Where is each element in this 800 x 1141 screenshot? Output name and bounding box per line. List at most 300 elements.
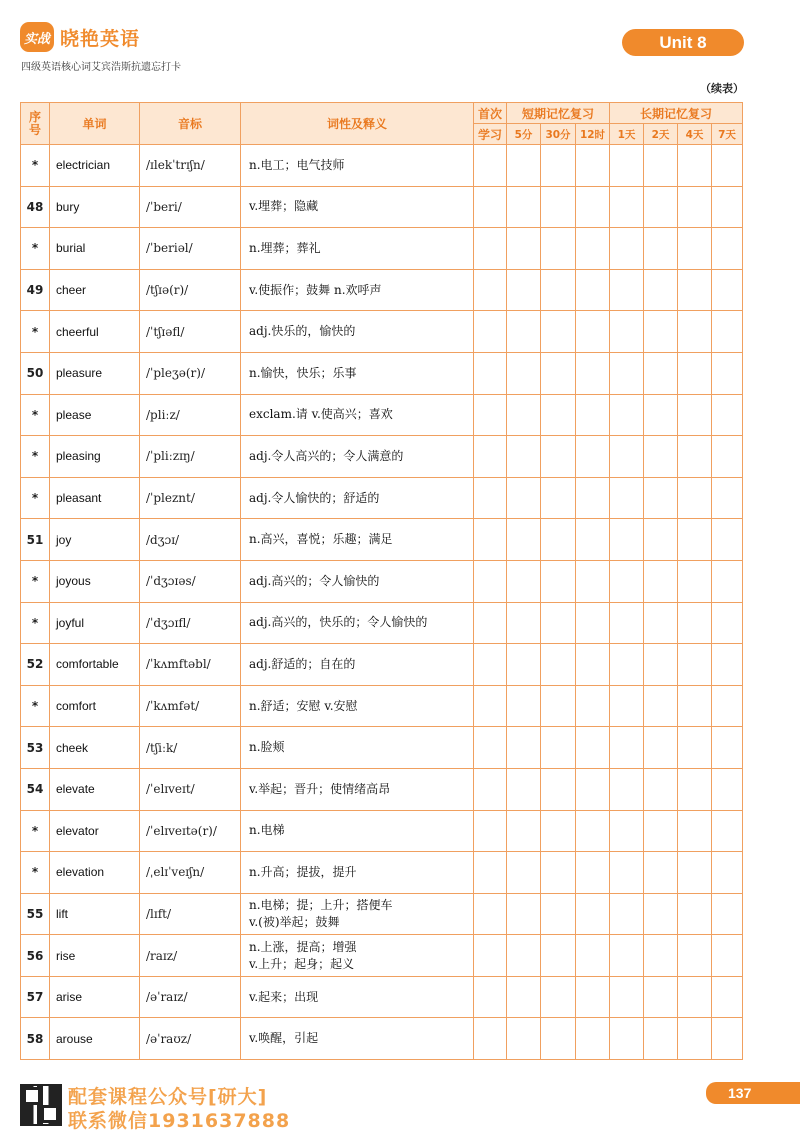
meaning-line: exclam.请 v.使高兴；喜欢	[249, 407, 393, 422]
checkin-cell[interactable]	[644, 436, 678, 478]
checkin-cell[interactable]	[541, 352, 576, 394]
checkin-cell[interactable]	[644, 394, 678, 436]
row-meaning	[241, 186, 474, 228]
row-phonetic: /ˈberiəl/	[140, 228, 241, 270]
checkin-cell[interactable]	[474, 519, 507, 561]
checkin-cell[interactable]	[507, 602, 541, 644]
checkin-cell[interactable]	[712, 644, 743, 686]
checkin-cell[interactable]	[610, 935, 644, 977]
meaning-line: adj.高兴的；令人愉快的	[249, 573, 380, 588]
checkin-cell[interactable]	[507, 685, 541, 727]
meaning-line: n.脸颊	[249, 740, 285, 755]
checkin-cell[interactable]	[541, 311, 576, 353]
checkin-cell[interactable]	[507, 976, 541, 1018]
checkin-cell[interactable]	[474, 727, 507, 769]
row-meaning	[241, 352, 474, 394]
checkin-cell[interactable]	[678, 145, 712, 187]
row-index: *	[21, 394, 50, 436]
row-phonetic: /ˈelɪveɪt/	[140, 768, 241, 810]
checkin-cell[interactable]	[678, 727, 712, 769]
vocab-row	[21, 477, 743, 519]
row-meaning	[241, 602, 474, 644]
checkin-cell[interactable]	[576, 685, 610, 727]
checkin-cell[interactable]	[541, 893, 576, 935]
row-phonetic: /tʃɪə(r)/	[140, 269, 241, 311]
row-word: please	[50, 394, 140, 436]
meaning-line: v.使振作；鼓舞 n.欢呼声	[249, 282, 382, 297]
checkin-cell[interactable]	[610, 436, 644, 478]
checkin-cell[interactable]	[610, 269, 644, 311]
checkin-cell[interactable]	[541, 976, 576, 1018]
checkin-cell[interactable]	[507, 394, 541, 436]
row-phonetic: /pliːz/	[140, 394, 241, 436]
checkin-cell[interactable]	[712, 394, 743, 436]
checkin-cell[interactable]	[474, 810, 507, 852]
checkin-cell[interactable]	[644, 519, 678, 561]
checkin-cell[interactable]	[644, 852, 678, 894]
vocab-row	[21, 436, 743, 478]
header-short-col: 30分	[541, 124, 576, 145]
checkin-cell[interactable]	[712, 602, 743, 644]
header-first-study-top: 首次	[474, 103, 507, 124]
checkin-cell[interactable]	[474, 352, 507, 394]
row-index: *	[21, 602, 50, 644]
header-long-col: 7天	[712, 124, 743, 145]
checkin-cell[interactable]	[474, 228, 507, 270]
checkin-cell[interactable]	[507, 768, 541, 810]
checkin-cell[interactable]	[576, 976, 610, 1018]
checkin-cell[interactable]	[644, 727, 678, 769]
meaning-line: n.电工；电气技师	[249, 157, 345, 172]
checkin-cell[interactable]	[474, 145, 507, 187]
checkin-cell[interactable]	[678, 810, 712, 852]
header-index: 序号	[21, 103, 50, 145]
checkin-cell[interactable]	[712, 352, 743, 394]
row-index: 52	[21, 644, 50, 686]
header-short-col: 5分	[507, 124, 541, 145]
meaning-line: v.埋葬；隐藏	[249, 199, 319, 214]
checkin-cell[interactable]	[474, 269, 507, 311]
checkin-cell[interactable]	[644, 352, 678, 394]
brand	[20, 22, 140, 52]
checkin-cell[interactable]	[610, 519, 644, 561]
checkin-cell[interactable]	[507, 477, 541, 519]
checkin-cell[interactable]	[474, 935, 507, 977]
header-short-term: 短期记忆复习	[507, 103, 610, 124]
checkin-cell[interactable]	[474, 436, 507, 478]
checkin-cell[interactable]	[507, 644, 541, 686]
row-index: 49	[21, 269, 50, 311]
checkin-cell[interactable]	[678, 560, 712, 602]
checkin-cell[interactable]	[712, 311, 743, 353]
vocab-body	[21, 145, 743, 1060]
checkin-cell[interactable]	[678, 394, 712, 436]
checkin-cell[interactable]	[712, 477, 743, 519]
checkin-cell[interactable]	[541, 145, 576, 187]
checkin-cell[interactable]	[644, 976, 678, 1018]
row-phonetic: /lɪft/	[140, 893, 241, 935]
row-meaning	[241, 311, 474, 353]
checkin-cell[interactable]	[610, 976, 644, 1018]
vocab-row	[21, 685, 743, 727]
checkin-cell[interactable]	[712, 1018, 743, 1060]
row-word: cheer	[50, 269, 140, 311]
row-word: joyous	[50, 560, 140, 602]
checkin-cell[interactable]	[576, 768, 610, 810]
checkin-cell[interactable]	[576, 477, 610, 519]
checkin-cell[interactable]	[712, 935, 743, 977]
checkin-cell[interactable]	[712, 852, 743, 894]
row-meaning	[241, 976, 474, 1018]
checkin-cell[interactable]	[576, 560, 610, 602]
checkin-cell[interactable]	[576, 810, 610, 852]
row-meaning	[241, 852, 474, 894]
checkin-cell[interactable]	[610, 145, 644, 187]
checkin-cell[interactable]	[610, 186, 644, 228]
row-meaning	[241, 768, 474, 810]
checkin-cell[interactable]	[576, 311, 610, 353]
vocab-row	[21, 228, 743, 270]
checkin-cell[interactable]	[576, 852, 610, 894]
vocab-row	[21, 352, 743, 394]
row-phonetic: /ˈdʒɔɪfl/	[140, 602, 241, 644]
checkin-cell[interactable]	[541, 768, 576, 810]
row-index: *	[21, 852, 50, 894]
checkin-cell[interactable]	[541, 269, 576, 311]
checkin-cell[interactable]	[712, 186, 743, 228]
checkin-cell[interactable]	[712, 436, 743, 478]
vocab-row	[21, 269, 743, 311]
checkin-cell[interactable]	[474, 852, 507, 894]
checkin-cell[interactable]	[644, 186, 678, 228]
checkin-cell[interactable]	[541, 560, 576, 602]
checkin-cell[interactable]	[678, 228, 712, 270]
header-word: 单词	[50, 103, 140, 145]
row-word: rise	[50, 935, 140, 977]
checkin-cell[interactable]	[678, 477, 712, 519]
row-meaning	[241, 560, 474, 602]
checkin-cell[interactable]	[541, 519, 576, 561]
checkin-cell[interactable]	[541, 394, 576, 436]
checkin-cell[interactable]	[610, 394, 644, 436]
checkin-cell[interactable]	[712, 893, 743, 935]
checkin-cell[interactable]	[644, 810, 678, 852]
row-index: 53	[21, 727, 50, 769]
checkin-cell[interactable]	[541, 1018, 576, 1060]
checkin-cell[interactable]	[507, 893, 541, 935]
row-meaning	[241, 228, 474, 270]
meaning-line: v.(被)举起；鼓舞	[249, 914, 340, 929]
header-long-col: 1天	[610, 124, 644, 145]
row-word: arouse	[50, 1018, 140, 1060]
promo-line-2: 联系微信1931637888	[68, 1110, 291, 1132]
row-phonetic: /ˈtʃɪəfl/	[140, 311, 241, 353]
checkin-cell[interactable]	[474, 685, 507, 727]
checkin-cell[interactable]	[610, 810, 644, 852]
checkin-cell[interactable]	[541, 186, 576, 228]
checkin-cell[interactable]	[507, 145, 541, 187]
checkin-cell[interactable]	[644, 768, 678, 810]
checkin-cell[interactable]	[541, 727, 576, 769]
promo-line-1: 配套课程公众号[研大]	[68, 1086, 268, 1108]
checkin-cell[interactable]	[678, 976, 712, 1018]
checkin-cell[interactable]	[644, 1018, 678, 1060]
vocab-row	[21, 976, 743, 1018]
checkin-cell[interactable]	[712, 519, 743, 561]
checkin-cell[interactable]	[678, 602, 712, 644]
row-word: joyful	[50, 602, 140, 644]
row-index: 50	[21, 352, 50, 394]
checkin-cell[interactable]	[507, 727, 541, 769]
row-word: joy	[50, 519, 140, 561]
checkin-cell[interactable]	[507, 311, 541, 353]
checkin-cell[interactable]	[610, 893, 644, 935]
checkin-cell[interactable]	[644, 311, 678, 353]
checkin-cell[interactable]	[576, 394, 610, 436]
meaning-line: n.愉快，快乐；乐事	[249, 365, 357, 380]
checkin-cell[interactable]	[541, 852, 576, 894]
checkin-cell[interactable]	[712, 145, 743, 187]
checkin-cell[interactable]	[610, 685, 644, 727]
checkin-cell[interactable]	[678, 436, 712, 478]
checkin-cell[interactable]	[712, 810, 743, 852]
checkin-cell[interactable]	[474, 893, 507, 935]
checkin-cell[interactable]	[576, 352, 610, 394]
checkin-cell[interactable]	[712, 560, 743, 602]
checkin-cell[interactable]	[507, 352, 541, 394]
row-word: elevate	[50, 768, 140, 810]
meaning-line: n.埋葬；葬礼	[249, 240, 321, 255]
checkin-cell[interactable]	[712, 269, 743, 311]
checkin-cell[interactable]	[576, 519, 610, 561]
checkin-cell[interactable]	[474, 311, 507, 353]
brand-name: 晓艳英语	[60, 27, 141, 50]
checkin-cell[interactable]	[541, 685, 576, 727]
header-phonetic: 音标	[140, 103, 241, 145]
checkin-cell[interactable]	[576, 269, 610, 311]
checkin-cell[interactable]	[576, 228, 610, 270]
checkin-cell[interactable]	[474, 602, 507, 644]
checkin-cell[interactable]	[610, 1018, 644, 1060]
checkin-cell[interactable]	[576, 602, 610, 644]
row-word: pleasure	[50, 352, 140, 394]
checkin-cell[interactable]	[507, 269, 541, 311]
row-index: 55	[21, 893, 50, 935]
checkin-cell[interactable]	[474, 394, 507, 436]
checkin-cell[interactable]	[610, 560, 644, 602]
checkin-cell[interactable]	[644, 685, 678, 727]
row-word: cheerful	[50, 311, 140, 353]
row-word: pleasant	[50, 477, 140, 519]
row-phonetic: /ˈberi/	[140, 186, 241, 228]
row-index: 48	[21, 186, 50, 228]
row-phonetic: /ɪlekˈtrɪʃn/	[140, 145, 241, 187]
checkin-cell[interactable]	[644, 644, 678, 686]
checkin-cell[interactable]	[644, 269, 678, 311]
checkin-cell[interactable]	[678, 311, 712, 353]
row-meaning	[241, 810, 474, 852]
header-long-col: 4天	[678, 124, 712, 145]
meaning-line: v.举起；晋升；使情绪高昂	[249, 781, 391, 796]
checkin-cell[interactable]	[507, 436, 541, 478]
checkin-cell[interactable]	[678, 768, 712, 810]
vocab-row	[21, 311, 743, 353]
checkin-cell[interactable]	[712, 228, 743, 270]
checkin-cell[interactable]	[712, 768, 743, 810]
row-index: *	[21, 311, 50, 353]
checkin-cell[interactable]	[507, 935, 541, 977]
checkin-cell[interactable]	[610, 352, 644, 394]
checkin-cell[interactable]	[610, 768, 644, 810]
meaning-line: v.唤醒，引起	[249, 1031, 319, 1046]
vocab-row	[21, 394, 743, 436]
checkin-cell[interactable]	[576, 1018, 610, 1060]
vocab-row	[21, 644, 743, 686]
checkin-cell[interactable]	[507, 1018, 541, 1060]
checkin-cell[interactable]	[541, 935, 576, 977]
checkin-cell[interactable]	[610, 228, 644, 270]
checkin-cell[interactable]	[678, 1018, 712, 1060]
checkin-cell[interactable]	[610, 644, 644, 686]
checkin-cell[interactable]	[678, 685, 712, 727]
row-index: 51	[21, 519, 50, 561]
checkin-cell[interactable]	[644, 602, 678, 644]
row-phonetic: /ˈdʒɔɪəs/	[140, 560, 241, 602]
checkin-cell[interactable]	[576, 727, 610, 769]
checkin-cell[interactable]	[576, 935, 610, 977]
vocab-row	[21, 852, 743, 894]
checkin-cell[interactable]	[610, 311, 644, 353]
row-word: burial	[50, 228, 140, 270]
meaning-line: v.上升；起身；起义	[249, 956, 355, 971]
unit-badge: Unit 8	[622, 29, 744, 56]
checkin-cell[interactable]	[474, 644, 507, 686]
checkin-cell[interactable]	[610, 602, 644, 644]
checkin-cell[interactable]	[678, 935, 712, 977]
checkin-cell[interactable]	[474, 976, 507, 1018]
brand-logo: 实战	[20, 22, 54, 52]
vocab-row	[21, 186, 743, 228]
checkin-cell[interactable]	[644, 228, 678, 270]
row-index: *	[21, 145, 50, 187]
checkin-cell[interactable]	[541, 644, 576, 686]
row-word: bury	[50, 186, 140, 228]
checkin-cell[interactable]	[576, 893, 610, 935]
checkin-cell[interactable]	[541, 436, 576, 478]
row-index: *	[21, 228, 50, 270]
row-index: 58	[21, 1018, 50, 1060]
row-meaning	[241, 727, 474, 769]
checkin-cell[interactable]	[576, 436, 610, 478]
checkin-cell[interactable]	[576, 644, 610, 686]
checkin-cell[interactable]	[712, 976, 743, 1018]
continued-label: （续表）	[700, 82, 744, 95]
checkin-cell[interactable]	[474, 477, 507, 519]
row-meaning	[241, 935, 474, 977]
checkin-cell[interactable]	[678, 269, 712, 311]
checkin-cell[interactable]	[507, 228, 541, 270]
row-word: comfortable	[50, 644, 140, 686]
vocab-row	[21, 727, 743, 769]
checkin-cell[interactable]	[644, 893, 678, 935]
vocab-row	[21, 810, 743, 852]
row-phonetic: /ˈkʌmfət/	[140, 685, 241, 727]
row-word: lift	[50, 893, 140, 935]
checkin-cell[interactable]	[712, 727, 743, 769]
checkin-cell[interactable]	[541, 477, 576, 519]
checkin-cell[interactable]	[610, 727, 644, 769]
meaning-line: n.电梯	[249, 823, 285, 838]
row-index: *	[21, 560, 50, 602]
qr-code-icon	[20, 1084, 62, 1126]
meaning-line: adj.令人高兴的；令人满意的	[249, 448, 404, 463]
checkin-cell[interactable]	[644, 145, 678, 187]
vocab-row	[21, 560, 743, 602]
checkin-cell[interactable]	[678, 186, 712, 228]
row-meaning	[241, 519, 474, 561]
header-short-col: 12时	[576, 124, 610, 145]
checkin-cell[interactable]	[507, 810, 541, 852]
checkin-cell[interactable]	[678, 893, 712, 935]
checkin-cell[interactable]	[474, 768, 507, 810]
checkin-cell[interactable]	[610, 852, 644, 894]
meaning-line: n.电梯；提；上升；搭便车	[249, 897, 393, 912]
checkin-cell[interactable]	[610, 477, 644, 519]
checkin-cell[interactable]	[576, 186, 610, 228]
checkin-cell[interactable]	[678, 352, 712, 394]
row-phonetic: /dʒɔɪ/	[140, 519, 241, 561]
meaning-line: adj.令人愉快的；舒适的	[249, 490, 380, 505]
checkin-cell[interactable]	[644, 560, 678, 602]
row-meaning	[241, 269, 474, 311]
checkin-cell[interactable]	[541, 810, 576, 852]
checkin-cell[interactable]	[541, 228, 576, 270]
checkin-cell[interactable]	[678, 644, 712, 686]
row-index: 56	[21, 935, 50, 977]
checkin-cell[interactable]	[507, 852, 541, 894]
checkin-cell[interactable]	[644, 935, 678, 977]
vocab-table	[20, 102, 743, 1060]
row-phonetic: /ˈkʌmftəbl/	[140, 644, 241, 686]
checkin-cell[interactable]	[541, 602, 576, 644]
row-phonetic: /ˈpleznt/	[140, 477, 241, 519]
checkin-cell[interactable]	[678, 519, 712, 561]
header-long-term: 长期记忆复习	[610, 103, 743, 124]
checkin-cell[interactable]	[712, 685, 743, 727]
row-word: electrician	[50, 145, 140, 187]
row-word: cheek	[50, 727, 140, 769]
checkin-cell[interactable]	[507, 560, 541, 602]
checkin-cell[interactable]	[474, 560, 507, 602]
vocab-row	[21, 893, 743, 935]
row-phonetic: /ˌelɪˈveɪʃn/	[140, 852, 241, 894]
row-word: arise	[50, 976, 140, 1018]
row-phonetic: /tʃiːk/	[140, 727, 241, 769]
vocab-row	[21, 1018, 743, 1060]
checkin-cell[interactable]	[678, 852, 712, 894]
checkin-cell[interactable]	[576, 145, 610, 187]
meaning-line: n.舒适；安慰 v.安慰	[249, 698, 358, 713]
checkin-cell[interactable]	[474, 1018, 507, 1060]
checkin-cell[interactable]	[644, 477, 678, 519]
vocab-row	[21, 602, 743, 644]
row-word: pleasing	[50, 436, 140, 478]
checkin-cell[interactable]	[474, 186, 507, 228]
row-phonetic: /raɪz/	[140, 935, 241, 977]
checkin-cell[interactable]	[507, 186, 541, 228]
row-index: *	[21, 810, 50, 852]
checkin-cell[interactable]	[507, 519, 541, 561]
